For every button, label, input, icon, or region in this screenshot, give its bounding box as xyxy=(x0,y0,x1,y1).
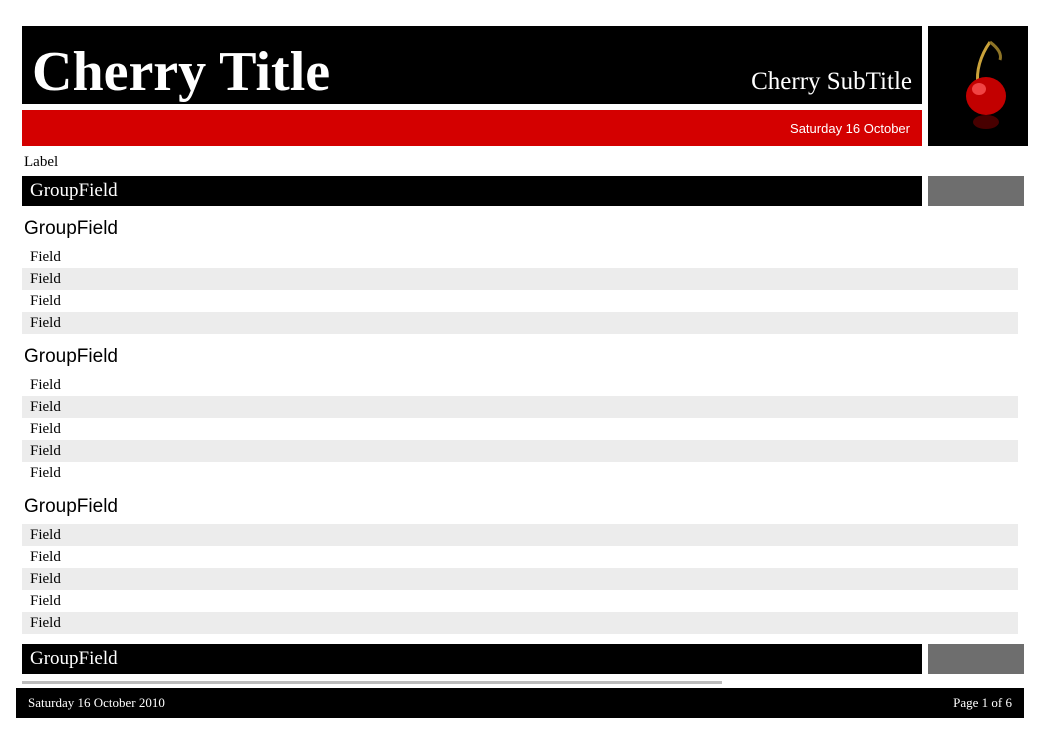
group-header-top xyxy=(22,176,1028,206)
group-title: GroupField xyxy=(24,346,118,367)
footer-date: Saturday 16 October 2010 xyxy=(28,695,165,710)
report-header xyxy=(22,26,1028,150)
footer-page-number: Page 1 of 6 xyxy=(953,695,1012,710)
field-row: Field xyxy=(30,549,61,565)
header-title-block xyxy=(22,26,922,104)
field-row: Field xyxy=(22,440,1018,462)
group-title: GroupField xyxy=(24,496,118,517)
field-row: Field xyxy=(30,593,61,609)
label-text: Label xyxy=(24,154,59,170)
header-date: Saturday 16 October xyxy=(790,120,910,136)
field-row: Field xyxy=(30,293,61,309)
report-footer xyxy=(16,688,1024,718)
group-title: GroupField xyxy=(24,218,118,239)
cherry-photo xyxy=(928,26,1028,146)
field-row: Field xyxy=(30,249,61,265)
field-row: Field xyxy=(22,568,1018,590)
group-header-gray-block xyxy=(928,644,1024,674)
group-header-bottom xyxy=(22,644,1028,674)
field-row: Field xyxy=(22,268,1018,290)
page-subtitle: Cherry SubTitle xyxy=(751,68,912,95)
field-row: Field xyxy=(22,524,1018,546)
divider-line xyxy=(22,681,722,684)
field-row: Field xyxy=(30,465,61,481)
cherry-icon xyxy=(928,26,1028,146)
group-header-row-bottom xyxy=(22,644,1028,674)
group-header-label: GroupField xyxy=(22,644,922,674)
group-header-label: GroupField xyxy=(22,176,922,206)
header-accent-bar xyxy=(22,110,922,146)
field-row: Field xyxy=(22,396,1018,418)
page-title: Cherry Title xyxy=(32,41,331,103)
field-row: Field xyxy=(30,421,61,437)
field-row: Field xyxy=(22,612,1018,634)
group-header-gray-block xyxy=(928,176,1024,206)
report-body xyxy=(22,176,1028,634)
field-row: Field xyxy=(30,377,61,393)
field-row: Field xyxy=(22,312,1018,334)
